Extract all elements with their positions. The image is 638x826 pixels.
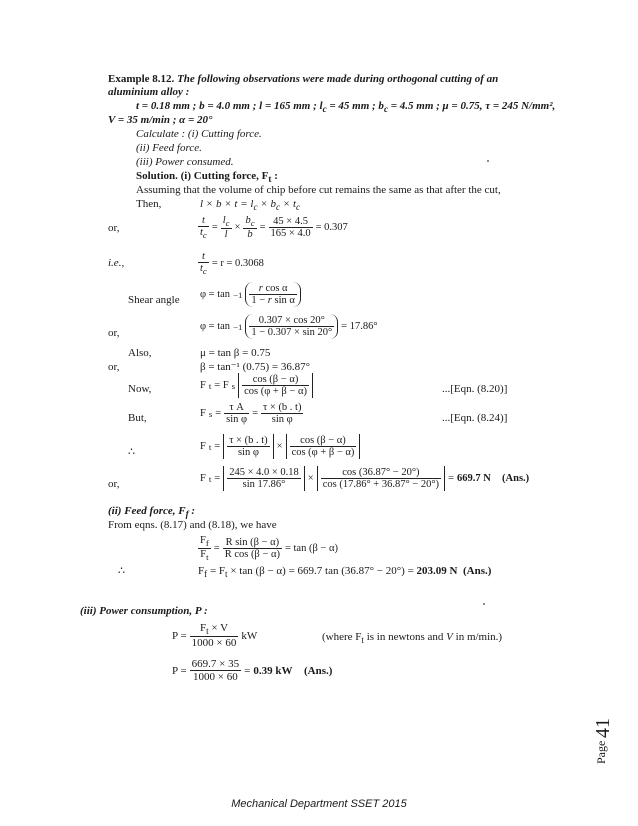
or-label-3: or,	[108, 361, 120, 373]
scan-speck	[487, 160, 489, 162]
example-statement-line1	[108, 73, 498, 86]
friction-equation: μ = tan β = 0.75	[200, 347, 271, 359]
eqn-ref-8-20: ...[Eqn. (8.20)]	[442, 383, 508, 395]
assumption-text: Assuming that the volume of chip before cut remains the same as that after the cut,	[136, 184, 501, 196]
shear-angle-value: φ = tan −1 $\frac{0.307 \times \cos 20^\circ}{1 - 0.307 \times \sin 20^\circ}$ = 17.86°	[200, 315, 378, 338]
power-heading: (iii) Power consumption, P :	[80, 605, 208, 617]
cutting-force-formula: F t = F s $\frac{\cos (\beta - \alpha)}{\cos (\varphi + \beta - \alpha)}$	[200, 373, 313, 398]
solution-heading: Solution. (i) Cutting force, $F_t$ :	[136, 170, 278, 185]
calculate-item-3: (iii) Power consumed.	[136, 156, 234, 168]
therefore-label-1: ∴	[128, 446, 135, 458]
eqn-ref-8-24: ...[Eqn. (8.24)]	[442, 412, 508, 424]
feed-ratio-equation: $\frac{F_f}{F_t}$ = $\frac{\text{R sin (β − α)}}{\text{R cos (β − α)}}$ = tan (β − α)	[200, 535, 338, 563]
or-label-1: or,	[108, 222, 120, 234]
volume-equation: $l \times b \times t = l_c \times b_c \times t_c$	[200, 198, 301, 213]
calculate-item-1: Calculate : (i) Cutting force.	[136, 128, 262, 140]
example-statement-a: The following observations were made during orthogonal cutting of an	[177, 73, 499, 85]
beta-equation: β = tan⁻¹ (0.75) = 36.87°	[200, 361, 311, 373]
then-label: Then,	[136, 198, 162, 210]
or-label-2: or,	[108, 327, 120, 339]
shear-angle-formula: φ = tan −1 $\frac{\text{r cos α}}{\text{1 − r sin α}}$	[200, 282, 301, 307]
ie-label: i.e.,	[108, 257, 125, 269]
or-label-4: or,	[108, 478, 120, 490]
chip-ratio-equation: $\frac{t}{t_c}$ = $\frac{l_c}{l}$ × $\frac{b_c}{b}$ = $\frac{45 \times 4.5}{165 \times 4.0}$ = 0.307	[200, 215, 348, 241]
footer-text: Mechanical Department SSET 2015	[231, 798, 407, 810]
page-label: Page	[594, 740, 608, 764]
but-label: But,	[128, 412, 147, 424]
scan-speck	[483, 603, 485, 605]
feed-force-value: $F_f = F_t \times \tan (\beta - \alpha) = 669.7$ tan (36.87° − 20°) = 203.09 N (Ans.)	[198, 565, 492, 580]
cutting-force-value: F t = $\frac{245 \times 4.0 \times 0.18}{\sin 17.86^\circ}$ × $\frac{\cos (36.87^\circ - 20^\circ)}{\cos (17.86^\circ + 36.87^\circ - 20^\circ)}$ = 669.7 N (Ans.)	[200, 467, 530, 490]
feed-force-heading: (ii) Feed force, $F_f$ :	[108, 505, 196, 520]
feed-force-intro: From eqns. (8.17) and (8.18), we have	[108, 519, 277, 531]
power-formula: P = $\frac{F_t \times V}{1000 \times 60}$ kW	[172, 622, 258, 650]
now-label: Now,	[128, 383, 152, 395]
shear-force-formula: F s = $\frac{\text{τ A}}{\text{sin φ}}$ = $\frac{\tau \times (b . t)}{\text{sin φ}}$	[200, 402, 302, 425]
power-value: P = $\frac{669.7 \times 35}{1000 \times 60}$ = 0.39 kW (Ans.)	[172, 658, 333, 683]
also-label: Also,	[128, 347, 152, 359]
given-data-line2: V = 35 m/min ; α = 20°	[108, 114, 213, 126]
calculate-item-2: (ii) Feed force.	[136, 142, 202, 154]
chip-ratio-result: $\frac{t}{t_c}$ = r = 0.3068	[200, 251, 264, 277]
page-number-value: 41	[592, 718, 614, 738]
page-number	[592, 706, 632, 766]
power-note: (where $F_t$ is in newtons and V in m/min.)	[322, 631, 503, 646]
example-heading: Example 8.12.	[108, 73, 175, 85]
example-statement-line2: aluminium alloy :	[108, 86, 190, 98]
given-data-line1: t = 0.18 mm ; b = 4.0 mm ; l = 165 mm ; $l_c = 45$ mm ; $b_c = 4.5$ mm ; μ = 0.75, τ = 245 N/mm²,	[136, 100, 556, 115]
therefore-label-2: ∴	[118, 565, 125, 577]
cutting-force-combined: F t = $\frac{\tau \times (b . t)}{\text{sin φ}}$ × $\frac{\cos (\beta - \alpha)}{\cos (\varphi + \beta - \alpha)}$	[200, 434, 360, 459]
shear-angle-label: Shear angle	[128, 294, 180, 306]
